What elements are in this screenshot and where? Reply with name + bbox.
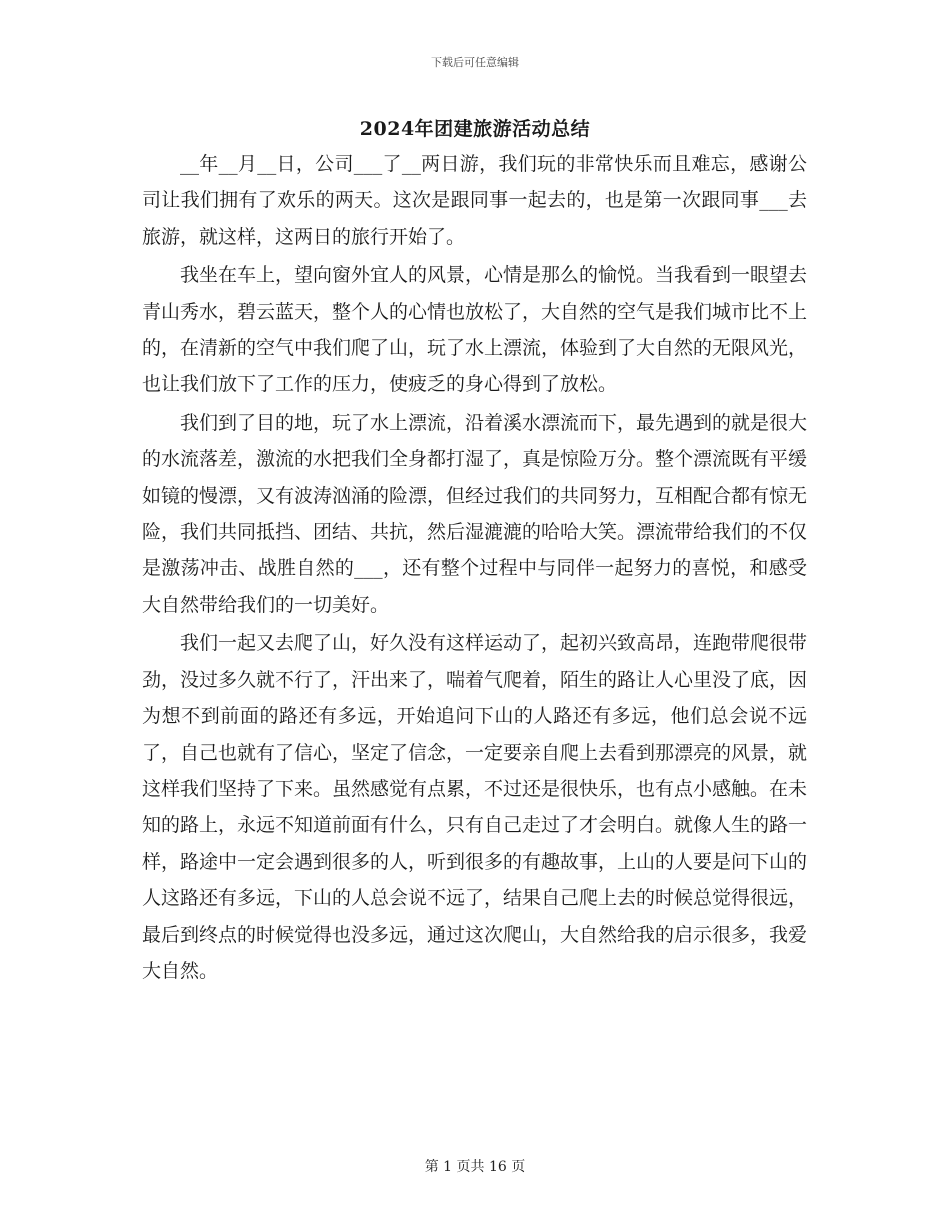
paragraph-3: 我们到了目的地，玩了水上漂流，沿着溪水漂流而下，最先遇到的就是很大的水流落差，激流的水把我们全身都打湿了，真是惊险万分。整个漂流既有平缓如镜的慢漂，又有波涛汹涌的险漂，但经过我们的共同努力，互相配合都有惊无险，我们共同抵挡、团结、共抗，然后湿漉漉的哈哈大笑。漂流带给我们的不仅是激荡冲击、战胜自然的___，还有整个过程中与同伴一起努力的喜悦，和感受大自然带给我们的一切美好。 [142,411,808,616]
document-title: 2024年团建旅游活动总结 [359,118,591,140]
paragraph-1: __年__月__日，公司___了__两日游，我们玩的非常快乐而且难忘，感谢公司让我们拥有了欢乐的两天。这次是跟同事一起去的，也是第一次跟同事___去旅游，就这样，这两日的旅行开始了。 [142,153,807,248]
header-note: 下载后可任意编辑 [431,56,519,69]
page-number: 第 1 页共 16 页 [424,1159,526,1175]
paragraph-2: 我坐在车上，望向窗外宜人的风景，心情是那么的愉悦。当我看到一眼望去青山秀水，碧云蓝天，整个人的心情也放松了，大自然的空气是我们城市比不上的，在清新的空气中我们爬了山，玩了水上漂流，体验到了大自然的无限风光，也让我们放下了工作的压力，使疲乏的身心得到了放松。 [142,264,808,396]
paragraph-4: 我们一起又去爬了山，好久没有这样运动了，起初兴致高昂，连跑带爬很带劲，没过多久就不行了，汗出来了，喘着气爬着，陌生的路让人心里没了底，因为想不到前面的路还有多远，开始追问下山的人路还有多远，他们总会说不远了，自己也就有了信心，坚定了信念，一定要亲自爬上去看到那漂亮的风景，就这样我们坚持了下来。虽然感觉有点累，不过还是很快乐，也有点小感触。在未知的路上，永远不知道前面有什么，只有自己走过了才会明白。就像人生的路一样，路途中一定会遇到很多的人，听到很多的有趣故事，上山的人要是问下山的人这路还有多远，下山的人总会说不远了，结果自己爬上去的时候总觉得很远，最后到终点的时候觉得也没多远，通过这次爬山，大自然给我的启示很多，我爱大自然。 [142,632,808,982]
document-body [142,146,807,991]
